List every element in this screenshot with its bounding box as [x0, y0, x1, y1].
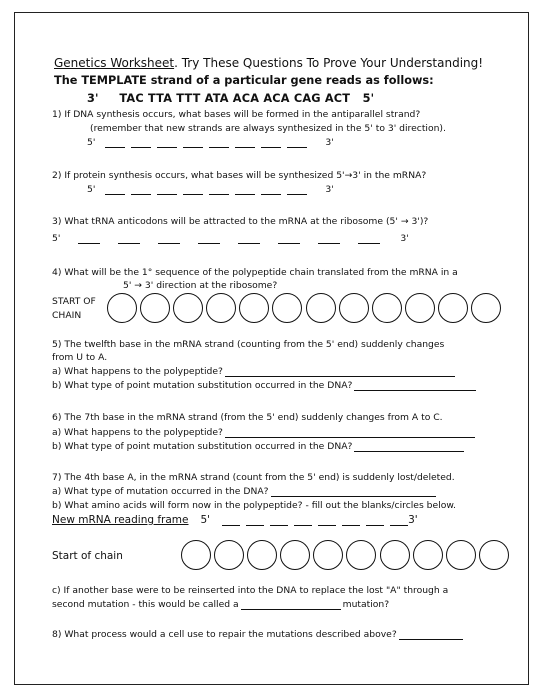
- amino-acid-circle[interactable]: [247, 540, 277, 570]
- q8-text: 8) What process would a cell use to repair the mutations described above?: [52, 629, 397, 640]
- q7-5prime: 5': [200, 514, 211, 526]
- template-heading: The TEMPLATE strand of a particular gene reads as follows:: [54, 74, 434, 87]
- q5b-row: [52, 380, 476, 391]
- q8-row: [52, 629, 463, 640]
- q7-blank[interactable]: [342, 515, 360, 526]
- amino-acid-circle[interactable]: [206, 293, 236, 323]
- q6-text: 6) The 7th base in the mRNA strand (from the 5' end) suddenly changes from A to C.: [52, 412, 443, 423]
- q7-blank[interactable]: [222, 515, 240, 526]
- q3-blank[interactable]: [358, 233, 380, 244]
- amino-acid-circle[interactable]: [306, 293, 336, 323]
- amino-acid-circle[interactable]: [173, 293, 203, 323]
- q1-answer-row: [87, 137, 334, 148]
- q7c-text: c) If another base were to be reinserted into the DNA to replace the lost "A" through a: [52, 585, 449, 596]
- amino-acid-circle[interactable]: [346, 540, 376, 570]
- q7-frame-label: New mRNA reading frame: [52, 514, 189, 526]
- q4-start-label-line2: CHAIN: [52, 310, 82, 321]
- amino-acid-circle[interactable]: [438, 293, 468, 323]
- q3-text: 3) What tRNA anticodons will be attracted to the mRNA at the ribosome (5' → 3')?: [52, 216, 429, 227]
- q1-text: 1) If DNA synthesis occurs, what bases will be formed in the antiparallel strand?: [52, 109, 421, 120]
- q2-blank[interactable]: [287, 184, 307, 195]
- q5b-text: b) What type of point mutation substitution occurred in the DNA?: [52, 380, 353, 391]
- q7a-text: a) What type of mutation occurred in the DNA?: [52, 486, 269, 497]
- q7-frame-row: [52, 514, 418, 526]
- amino-acid-circle[interactable]: [413, 540, 443, 570]
- template-sequence-row: [87, 92, 374, 105]
- amino-acid-circle[interactable]: [239, 293, 269, 323]
- q7-amino-acid-circles: [181, 540, 507, 574]
- template-5prime: 5': [362, 92, 375, 105]
- q6a-row: [52, 427, 475, 438]
- q1-5prime: 5': [87, 137, 96, 148]
- q7-blank[interactable]: [270, 515, 288, 526]
- q3-blank[interactable]: [238, 233, 260, 244]
- q3-3prime: 3': [400, 233, 409, 244]
- title-rest: . Try These Questions To Prove Your Understanding!: [174, 56, 484, 70]
- q2-blank[interactable]: [131, 184, 151, 195]
- amino-acid-circle[interactable]: [372, 293, 402, 323]
- q1-blank[interactable]: [183, 137, 203, 148]
- q2-3prime: 3': [325, 184, 334, 195]
- amino-acid-circle[interactable]: [272, 293, 302, 323]
- amino-acid-circle[interactable]: [107, 293, 137, 323]
- q6b-text: b) What type of point mutation substitution occurred in the DNA?: [52, 441, 353, 452]
- q1-blank[interactable]: [209, 137, 229, 148]
- amino-acid-circle[interactable]: [380, 540, 410, 570]
- q4-amino-acid-circles: [107, 293, 499, 327]
- q1-blank[interactable]: [131, 137, 151, 148]
- q5b-answer-line[interactable]: [354, 380, 476, 391]
- amino-acid-circle[interactable]: [214, 540, 244, 570]
- template-sequence: TAC TTA TTT ATA ACA ACA CAG ACT: [119, 92, 351, 105]
- q2-blank[interactable]: [105, 184, 125, 195]
- amino-acid-circle[interactable]: [140, 293, 170, 323]
- q1-blank[interactable]: [105, 137, 125, 148]
- q4-start-label: [52, 295, 96, 323]
- q6b-row: [52, 441, 464, 452]
- q3-blank[interactable]: [118, 233, 140, 244]
- q4-start-label-line1: START OF: [52, 296, 96, 307]
- q6b-answer-line[interactable]: [354, 441, 464, 452]
- q7a-row: [52, 486, 436, 497]
- q3-blank[interactable]: [78, 233, 100, 244]
- q7c-row: [52, 599, 389, 610]
- amino-acid-circle[interactable]: [471, 293, 501, 323]
- q4-direction: 5' → 3' direction at the ribosome?: [123, 280, 278, 291]
- q7a-answer-line[interactable]: [271, 486, 436, 497]
- q7-blank[interactable]: [294, 515, 312, 526]
- q2-5prime: 5': [87, 184, 96, 195]
- worksheet-title: [54, 56, 483, 70]
- title-main: Genetics Worksheet: [54, 56, 175, 70]
- q1-3prime: 3': [325, 137, 334, 148]
- q2-blank[interactable]: [157, 184, 177, 195]
- q2-blank[interactable]: [183, 184, 203, 195]
- q5-text: 5) The twelfth base in the mRNA strand (counting from the 5' end) suddenly changes: [52, 339, 445, 350]
- q1-blank[interactable]: [261, 137, 281, 148]
- q7b-text: b) What amino acids will form now in the polypeptide? - fill out the blanks/circles below.: [52, 500, 456, 511]
- q7c-answer-line[interactable]: [241, 599, 341, 610]
- q7-blank[interactable]: [318, 515, 336, 526]
- q7c-text-2: second mutation - this would be called a: [52, 599, 239, 610]
- q2-blank[interactable]: [235, 184, 255, 195]
- q4-text: 4) What will be the 1° sequence of the polypeptide chain translated from the mRNA in a: [52, 267, 458, 278]
- q5a-text: a) What happens to the polypeptide?: [52, 366, 223, 377]
- q5-text-2: from U to A.: [52, 352, 108, 363]
- q1-blank[interactable]: [287, 137, 307, 148]
- q3-blank[interactable]: [198, 233, 220, 244]
- amino-acid-circle[interactable]: [280, 540, 310, 570]
- amino-acid-circle[interactable]: [446, 540, 476, 570]
- q3-5prime: 5': [52, 233, 61, 244]
- amino-acid-circle[interactable]: [339, 293, 369, 323]
- q7-text: 7) The 4th base A, in the mRNA strand (count from the 5' end) is suddenly lost/deleted.: [52, 472, 455, 483]
- q7-blank[interactable]: [246, 515, 264, 526]
- q1-note: (remember that new strands are always synthesized in the 5' to 3' direction).: [90, 123, 446, 134]
- template-3prime: 3': [87, 92, 99, 105]
- amino-acid-circle[interactable]: [479, 540, 509, 570]
- q3-blank[interactable]: [278, 233, 300, 244]
- worksheet-page: [14, 12, 529, 685]
- q6a-text: a) What happens to the polypeptide?: [52, 427, 223, 438]
- q2-text: 2) If protein synthesis occurs, what bases will be synthesized 5'→3' in the mRNA?: [52, 170, 427, 181]
- q3-blank[interactable]: [158, 233, 180, 244]
- q5a-row: [52, 366, 455, 377]
- q2-answer-row: [87, 184, 334, 195]
- q6a-answer-line[interactable]: [225, 427, 475, 438]
- amino-acid-circle[interactable]: [405, 293, 435, 323]
- q1-blank[interactable]: [157, 137, 177, 148]
- q3-answer-row: [52, 233, 409, 244]
- q5a-answer-line[interactable]: [225, 366, 455, 377]
- q7-3prime: 3': [408, 514, 418, 526]
- q2-blank[interactable]: [261, 184, 281, 195]
- q7-blank[interactable]: [366, 515, 384, 526]
- q8-answer-line[interactable]: [399, 629, 463, 640]
- q2-blank[interactable]: [209, 184, 229, 195]
- q3-blank[interactable]: [318, 233, 340, 244]
- amino-acid-circle[interactable]: [181, 540, 211, 570]
- q7-blank[interactable]: [390, 515, 408, 526]
- q1-blank[interactable]: [235, 137, 255, 148]
- amino-acid-circle[interactable]: [313, 540, 343, 570]
- q7c-text-3: mutation?: [342, 599, 390, 610]
- q7-chain-label: Start of chain: [52, 550, 123, 562]
